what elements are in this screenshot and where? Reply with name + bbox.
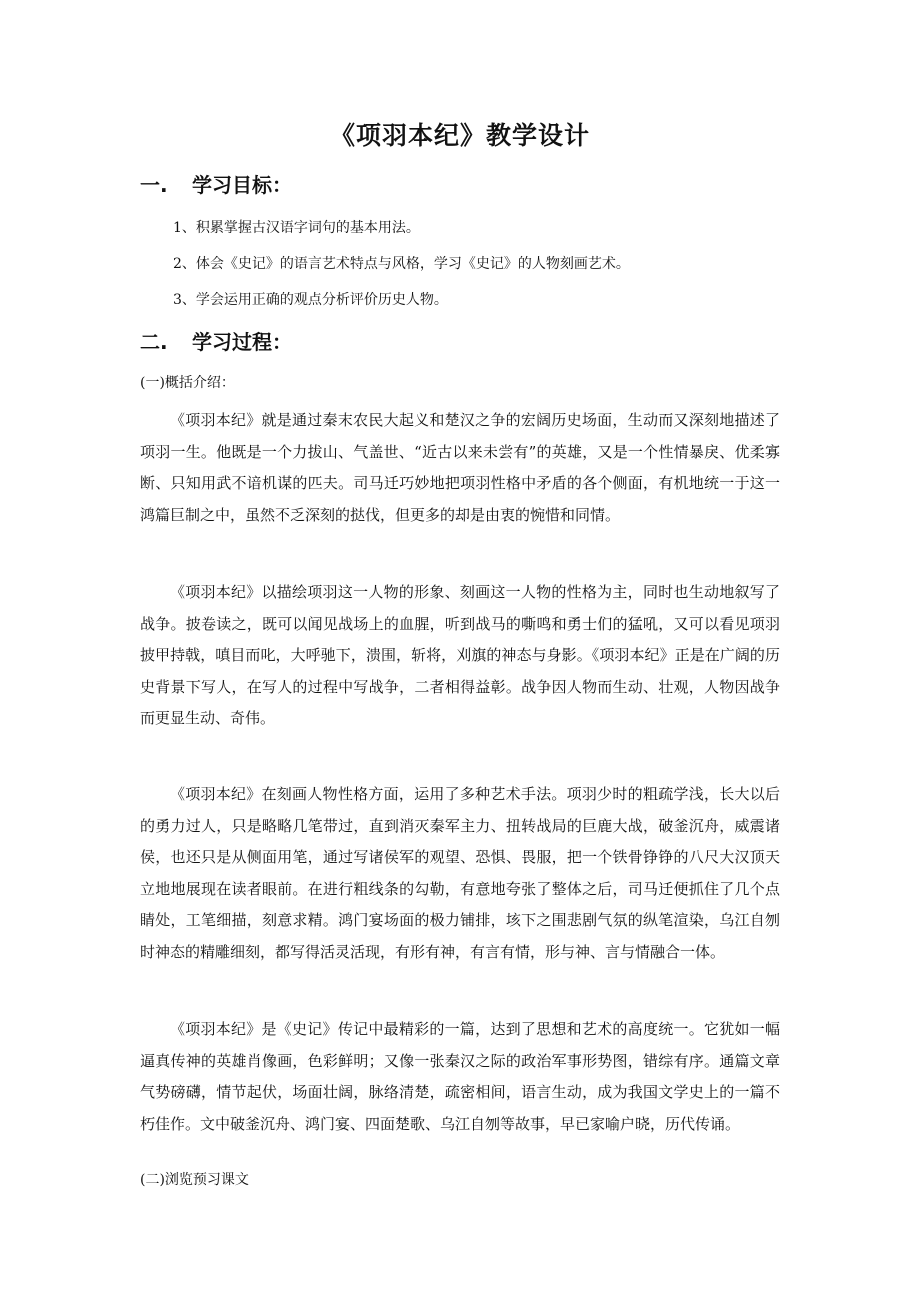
section-heading-goals — [140, 170, 292, 200]
subsection-heading: (二)浏览预习课文 — [140, 1172, 249, 1188]
subsection-heading: (一)概括介绍： — [140, 375, 235, 391]
goal-item: 3、学会运用正确的观点分析评价历史人物。 — [173, 292, 448, 308]
section-heading-text: 学习过程： — [192, 330, 292, 354]
goal-item: 1、积累掌握古汉语字词句的基本用法。 — [173, 220, 420, 236]
section-number: 一. — [140, 173, 168, 197]
body-paragraph: 《项羽本纪》以描绘项羽这一人物的形象、刻画这一人物的性格为主，同时也生动地叙写了战争。披卷读之，既可以闻见战场上的血腥，听到战马的嘶鸣和勇士们的猛吼，又可以看见项羽披甲持戟，嗔目而叱，大呼驰下，溃围，斩将，刈旗的神态与身影。《项羽本纪》正是在广阔的历史背景下写人，在写人的过程中写战争，二者相得益彰。战争因人物而生动、壮观，人物因战争而更显生动、奇伟。 — [140, 583, 780, 727]
body-paragraph: 《项羽本纪》就是通过秦末农民大起义和楚汉之争的宏阔历史场面，生动而又深刻地描述了项羽一生。他既是一个力拔山、气盖世、“近古以来未尝有”的英雄，又是一个性情暴戾、优柔寡断、只知用武不谙机谋的匹夫。司马迁巧妙地把项羽性格中矛盾的各个侧面，有机地统一于这一鸿篇巨制之中，虽然不乏深刻的挞伐，但更多的却是由衷的惋惜和同情。 — [140, 411, 780, 524]
body-paragraph: 《项羽本纪》是《史记》传记中最精彩的一篇，达到了思想和艺术的高度统一。它犹如一幅逼真传神的英雄肖像画，色彩鲜明；又像一张秦汉之际的政治军事形势图，错综有序。通篇文章气势磅礴，情节起伏，场面壮阔，脉络清楚，疏密相间，语言生动，成为我国文学史上的一篇不朽佳作。文中破釜沉舟、鸿门宴、四面楚歌、乌江自刎等故事，早已家喻户晓，历代传诵。 — [140, 1020, 780, 1133]
section-heading-text: 学习目标： — [192, 173, 292, 197]
goal-item: 2、体会《史记》的语言艺术特点与风格，学习《史记》的人物刻画艺术。 — [173, 256, 630, 272]
section-heading-process — [140, 327, 292, 357]
section-number: 二. — [140, 330, 168, 354]
document-title: 《项羽本纪》教学设计 — [329, 121, 590, 150]
body-paragraph: 《项羽本纪》在刻画人物性格方面，运用了多种艺术手法。项羽少时的粗疏学浅，长大以后的勇力过人，只是略略几笔带过，直到消灭秦军主力、扭转战局的巨鹿大战，破釜沉舟，威震诸侯，也还只是从侧面用笔，通过写诸侯军的观望、恐惧、畏服，把一个铁骨铮铮的八尺大汉顶天立地地展现在读者眼前。在进行粗线条的勾勒，有意地夸张了整体之后，司马迁便抓住了几个点睛处，工笔细描，刻意求精。鸿门宴场面的极力铺排，垓下之围悲剧气氛的纵笔渲染，乌江自刎时神态的精雕细刻，都写得活灵活现，有形有神，有言有情，形与神、言与情融合一体。 — [140, 785, 780, 961]
